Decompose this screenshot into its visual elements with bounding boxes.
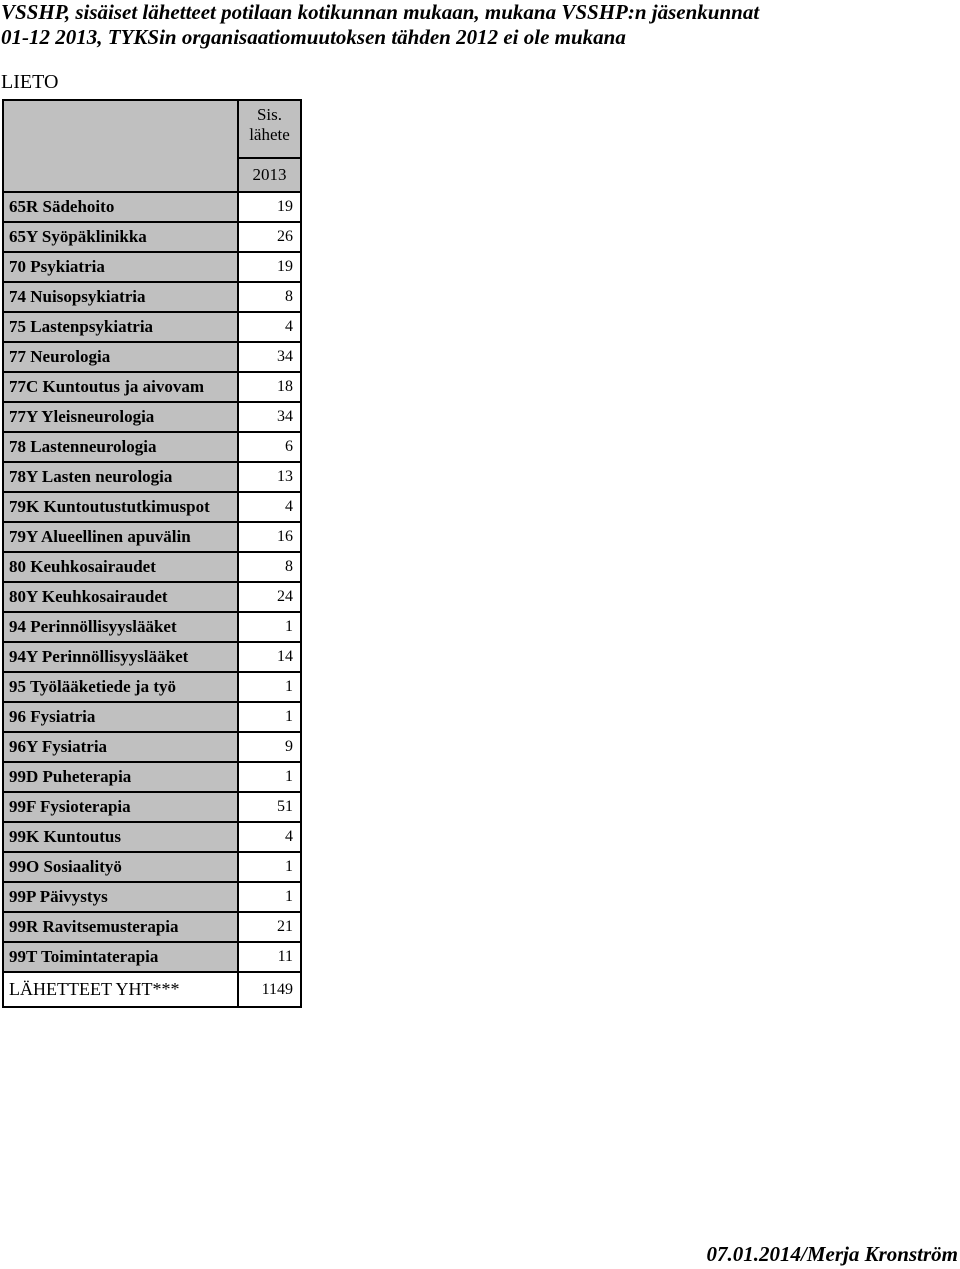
- row-value: 34: [238, 402, 301, 432]
- table-row: [3, 282, 301, 312]
- row-label: 99O Sosiaalityö: [3, 852, 238, 882]
- row-value: 51: [238, 792, 301, 822]
- row-label: 94 Perinnöllisyyslääket: [3, 612, 238, 642]
- table-row: [3, 882, 301, 912]
- row-value: 6: [238, 432, 301, 462]
- row-label: 79K Kuntoutustutkimuspot: [3, 492, 238, 522]
- row-value: 19: [238, 192, 301, 222]
- row-label: 94Y Perinnöllisyyslääket: [3, 642, 238, 672]
- row-value: 4: [238, 312, 301, 342]
- row-value: 1: [238, 882, 301, 912]
- table-row: [3, 192, 301, 222]
- municipality-label: LIETO: [1, 71, 59, 93]
- row-label: 75 Lastenpsykiatria: [3, 312, 238, 342]
- row-label: 99F Fysioterapia: [3, 792, 238, 822]
- table-row: [3, 492, 301, 522]
- row-value: 19: [238, 252, 301, 282]
- table-row: [3, 312, 301, 342]
- row-label: 79Y Alueellinen apuvälin: [3, 522, 238, 552]
- row-value: 9: [238, 732, 301, 762]
- table-row: [3, 912, 301, 942]
- table-row: [3, 582, 301, 612]
- row-label: 99P Päivystys: [3, 882, 238, 912]
- document-title-line-2: 01-12 2013, TYKSin organisaatiomuutoksen tähden 2012 ei ole mukana: [1, 25, 626, 49]
- row-label: 65R Sädehoito: [3, 192, 238, 222]
- table-row: [3, 522, 301, 552]
- table-row: [3, 762, 301, 792]
- row-value: 18: [238, 372, 301, 402]
- row-value: 1: [238, 672, 301, 702]
- table-header-row: [3, 100, 301, 158]
- table-row: [3, 222, 301, 252]
- table-row: [3, 852, 301, 882]
- table-row: [3, 342, 301, 372]
- table-row: [3, 432, 301, 462]
- row-label: 80Y Keuhkosairaudet: [3, 582, 238, 612]
- row-value: 8: [238, 552, 301, 582]
- table-row: [3, 822, 301, 852]
- row-label: 99D Puheterapia: [3, 762, 238, 792]
- signature: 07.01.2014/Merja Kronström: [706, 1242, 958, 1266]
- row-label: 96Y Fysiatria: [3, 732, 238, 762]
- table-row: [3, 702, 301, 732]
- row-value: 1: [238, 612, 301, 642]
- table-row: [3, 942, 301, 972]
- row-label: 77 Neurologia: [3, 342, 238, 372]
- table-row: [3, 552, 301, 582]
- referrals-table-body: [3, 100, 301, 1007]
- table-row: [3, 732, 301, 762]
- header-referral-line-2: lähete: [249, 125, 290, 144]
- row-label: 99T Toimintaterapia: [3, 942, 238, 972]
- row-value: 8: [238, 282, 301, 312]
- table-row: [3, 252, 301, 282]
- table-total-row: [3, 972, 301, 1007]
- header-referral-cell: [238, 100, 301, 158]
- row-label: 78 Lastenneurologia: [3, 432, 238, 462]
- row-label: 80 Keuhkosairaudet: [3, 552, 238, 582]
- row-label: 99K Kuntoutus: [3, 822, 238, 852]
- referrals-table: [2, 99, 302, 1008]
- table-row: [3, 402, 301, 432]
- header-year-cell: 2013: [238, 158, 301, 192]
- row-value: 1: [238, 702, 301, 732]
- row-label: 99R Ravitsemusterapia: [3, 912, 238, 942]
- document-title-line-1: VSSHP, sisäiset lähetteet potilaan kotikunnan mukaan, mukana VSSHP:n jäsenkunnat: [1, 0, 760, 24]
- row-value: 26: [238, 222, 301, 252]
- total-label: LÄHETTEET YHT***: [3, 972, 238, 1007]
- row-value: 21: [238, 912, 301, 942]
- row-label: 70 Psykiatria: [3, 252, 238, 282]
- row-label: 96 Fysiatria: [3, 702, 238, 732]
- row-label: 78Y Lasten neurologia: [3, 462, 238, 492]
- table-row: [3, 792, 301, 822]
- row-value: 1: [238, 852, 301, 882]
- document-title: [1, 0, 759, 50]
- total-value: 1149: [238, 972, 301, 1007]
- row-value: 1: [238, 762, 301, 792]
- row-value: 4: [238, 492, 301, 522]
- row-value: 13: [238, 462, 301, 492]
- row-label: 65Y Syöpäklinikka: [3, 222, 238, 252]
- table-row: [3, 462, 301, 492]
- header-blank-cell: [3, 100, 238, 192]
- row-value: 11: [238, 942, 301, 972]
- row-value: 34: [238, 342, 301, 372]
- row-value: 24: [238, 582, 301, 612]
- table-row: [3, 642, 301, 672]
- row-value: 4: [238, 822, 301, 852]
- table-row: [3, 672, 301, 702]
- row-label: 77C Kuntoutus ja aivovam: [3, 372, 238, 402]
- row-label: 74 Nuisopsykiatria: [3, 282, 238, 312]
- row-value: 14: [238, 642, 301, 672]
- header-referral-line-1: Sis.: [256, 105, 283, 124]
- row-label: 95 Työlääketiede ja työ: [3, 672, 238, 702]
- row-label: 77Y Yleisneurologia: [3, 402, 238, 432]
- row-value: 16: [238, 522, 301, 552]
- table-row: [3, 372, 301, 402]
- table-row: [3, 612, 301, 642]
